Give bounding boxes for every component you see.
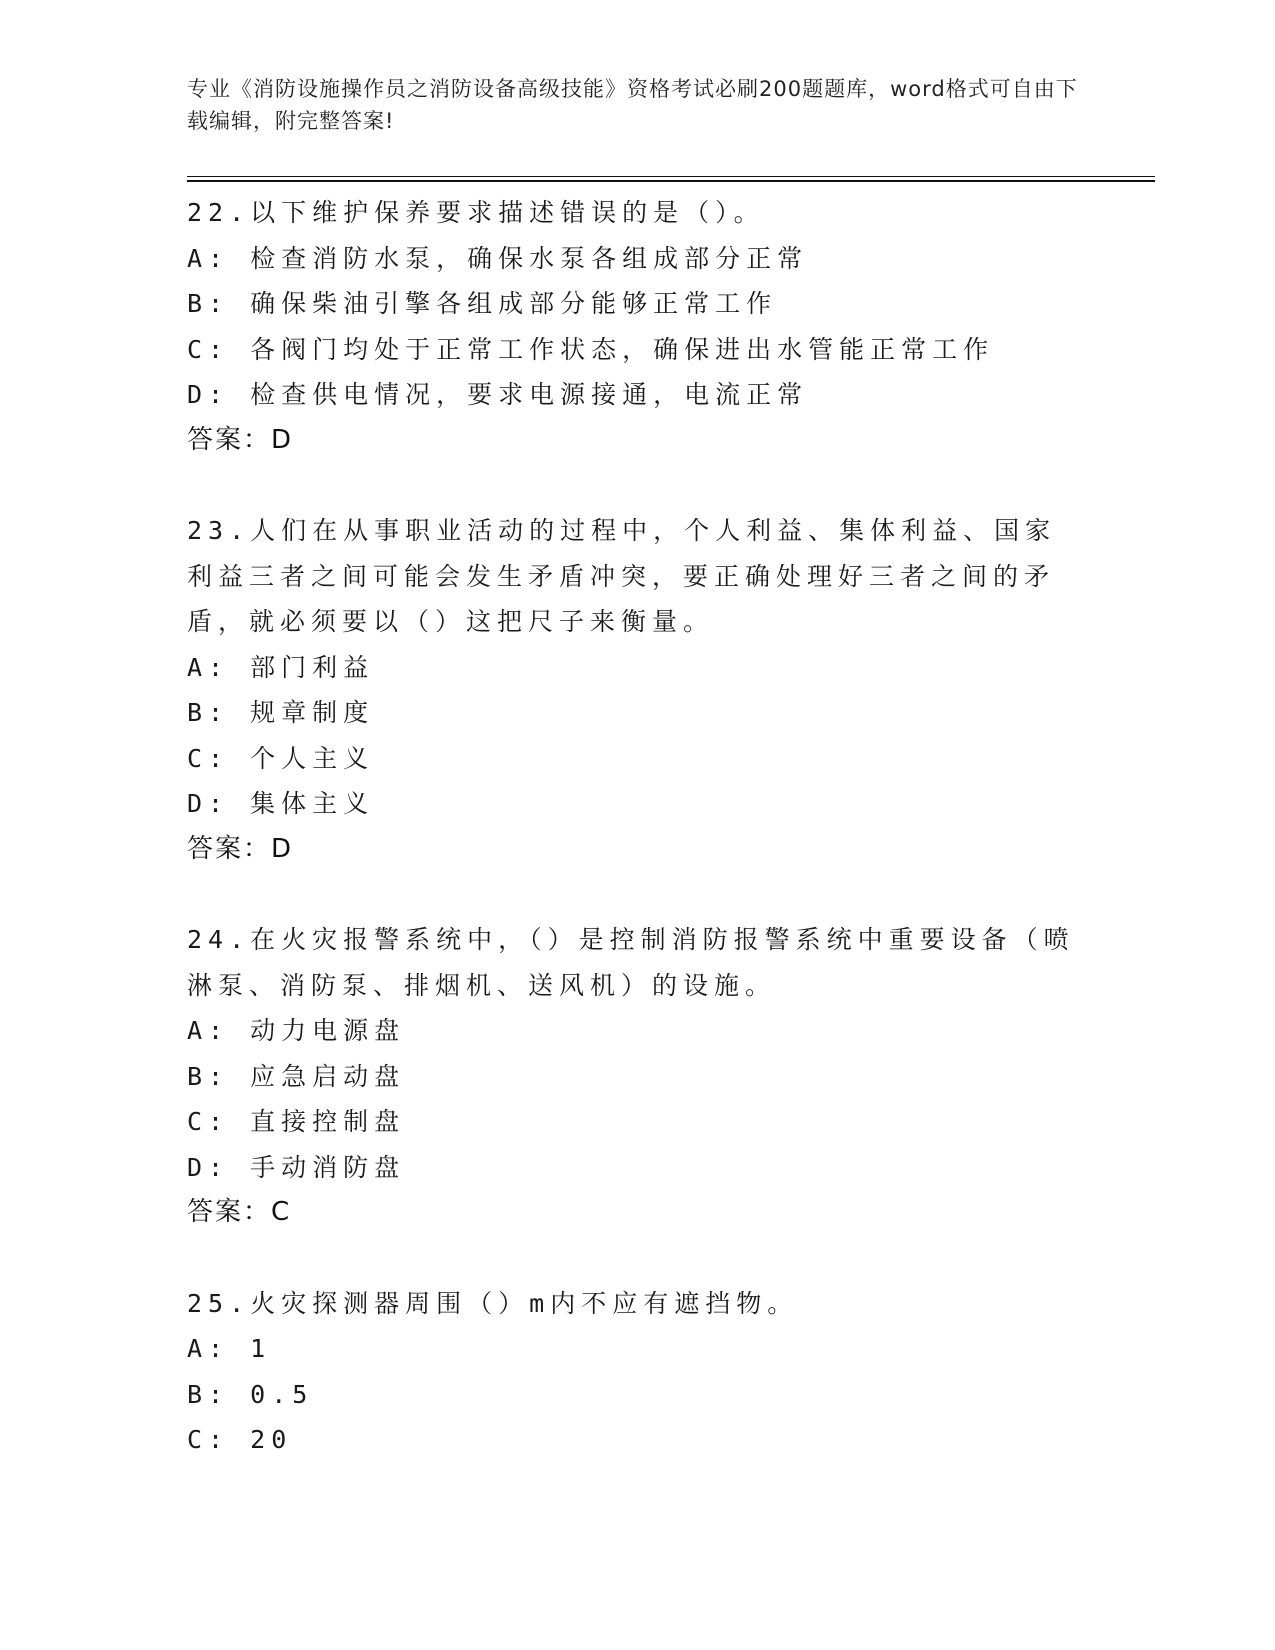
option-c: C: 个人主义 bbox=[187, 743, 375, 773]
question-stem: 24.在火灾报警系统中，（）是控制消防报警系统中重要设备（喷淋泵、消防泵、排烟机、送风机）的设施。 bbox=[187, 925, 1075, 1000]
question-23 bbox=[187, 508, 1087, 872]
question-spacer bbox=[187, 872, 1087, 917]
question-spacer bbox=[187, 463, 1087, 508]
option-c: C: 20 bbox=[187, 1425, 293, 1454]
question-stem: 25.火灾探测器周围（）m内不应有遮挡物。 bbox=[187, 1288, 799, 1318]
question-22 bbox=[187, 190, 1087, 463]
question-24 bbox=[187, 917, 1087, 1236]
answer-line: 答案：D bbox=[187, 424, 294, 455]
question-stem: 22.以下维护保养要求描述错误的是（）。 bbox=[187, 198, 765, 227]
answer-line: 答案：D bbox=[187, 833, 294, 864]
option-a: A: 1 bbox=[187, 1334, 272, 1363]
question-stem: 23.人们在从事职业活动的过程中，个人利益、集体利益、国家利益三者之间可能会发生矛盾冲突，要正确处理好三者之间的矛盾，就必须要以（）这把尺子来衡量。 bbox=[187, 516, 1057, 636]
option-b: B: 0.5 bbox=[187, 1379, 314, 1409]
option-d: D: 集体主义 bbox=[187, 789, 375, 818]
question-list bbox=[187, 190, 1087, 1463]
option-b: B: 规章制度 bbox=[187, 698, 375, 727]
answer-line: 答案：C bbox=[187, 1197, 292, 1227]
header-divider-thin bbox=[187, 176, 1155, 177]
document-header: 专业《消防设施操作员之消防设备高级技能》资格考试必刷200题题库，word格式可自由下载编辑，附完整答案! bbox=[187, 77, 1078, 133]
option-d: D: 手动消防盘 bbox=[187, 1152, 406, 1182]
option-b: B: 应急启动盘 bbox=[187, 1061, 406, 1091]
option-a: A: 部门利益 bbox=[187, 652, 375, 682]
option-c: C: 各阀门均处于正常工作状态，确保进出水管能正常工作 bbox=[187, 334, 995, 364]
question-25 bbox=[187, 1281, 1087, 1463]
question-spacer bbox=[187, 1236, 1087, 1281]
option-a: A: 动力电源盘 bbox=[187, 1016, 406, 1045]
option-c: C: 直接控制盘 bbox=[187, 1107, 406, 1136]
option-a: A: 检查消防水泵，确保水泵各组成部分正常 bbox=[187, 243, 809, 273]
option-d: D: 检查供电情况，要求电源接通，电流正常 bbox=[187, 380, 809, 409]
option-b: B: 确保柴油引擎各组成部分能够正常工作 bbox=[187, 289, 778, 318]
header-divider-thick bbox=[187, 180, 1155, 182]
